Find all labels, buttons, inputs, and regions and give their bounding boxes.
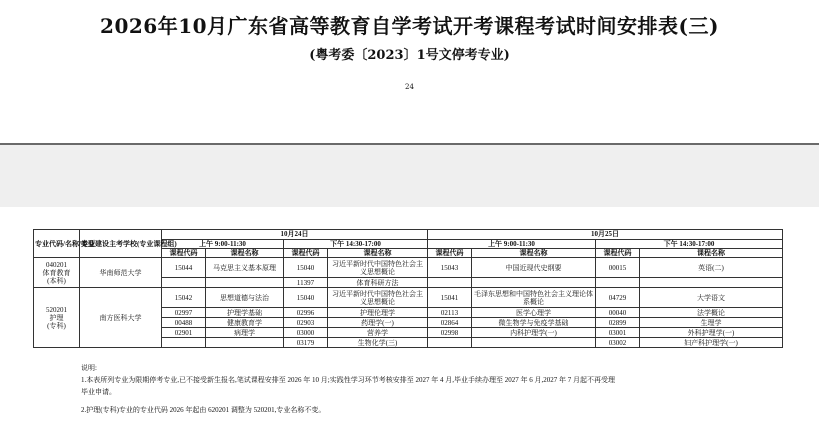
course-name: 毛泽东思想和中国特色社会主义理论体系概论 [472, 288, 596, 308]
course-name: 马克思主义基本原理 [206, 258, 284, 278]
course-name: 习近平新时代中国特色社会主义思想概论 [328, 288, 428, 308]
course-code: 02901 [162, 328, 206, 338]
course-code: 04729 [596, 288, 640, 308]
course-code: 02864 [428, 318, 472, 328]
header-day2-am: 上午 9:00-11:30 [428, 240, 596, 249]
course-code: 03001 [596, 328, 640, 338]
course-name [206, 338, 284, 348]
course-code: 15041 [428, 288, 472, 308]
header-course-code: 课程代码 [596, 249, 640, 258]
course-code: 03000 [284, 328, 328, 338]
header-day1-am: 上午 9:00-11:30 [162, 240, 284, 249]
major-type: (专科) [47, 321, 66, 330]
school-name: 南方医科大学 [80, 288, 162, 348]
course-name: 营养学 [328, 328, 428, 338]
course-code [428, 278, 472, 288]
course-name: 生理学 [640, 318, 783, 328]
course-name: 习近平新时代中国特色社会主义思想概论 [328, 258, 428, 278]
course-name: 中国近现代史纲要 [472, 258, 596, 278]
header-course-code: 课程代码 [162, 249, 206, 258]
course-name: 思想道德与法治 [206, 288, 284, 308]
course-code: 00488 [162, 318, 206, 328]
course-name: 大学语文 [640, 288, 783, 308]
header-day2: 10月25日 [428, 230, 783, 240]
course-code: 03002 [596, 338, 640, 348]
course-name: 健康教育学 [206, 318, 284, 328]
major-cell [34, 258, 80, 288]
course-name: 外科护理学(一) [640, 328, 783, 338]
notes-heading: 说明: [81, 364, 97, 372]
course-code: 11397 [284, 278, 328, 288]
course-code: 02903 [284, 318, 328, 328]
course-code: 02997 [162, 308, 206, 318]
school-name: 华南师范大学 [80, 258, 162, 288]
course-name: 微生物学与免疫学基础 [472, 318, 596, 328]
major-type: (本科) [47, 276, 66, 285]
course-name: 体育科研方法 [328, 278, 428, 288]
course-name: 生物化学(三) [328, 338, 428, 348]
header-course-name: 课程名称 [328, 249, 428, 258]
course-name: 病理学 [206, 328, 284, 338]
course-name: 护理学基础 [206, 308, 284, 318]
course-code: 15042 [162, 288, 206, 308]
course-name: 英语(二) [640, 258, 783, 278]
course-code: 15040 [284, 258, 328, 278]
course-code [162, 338, 206, 348]
course-code: 15044 [162, 258, 206, 278]
course-code: 02113 [428, 308, 472, 318]
major-name: 护理 [49, 313, 64, 322]
course-name: 药理学(一) [328, 318, 428, 328]
header-course-name: 课程名称 [472, 249, 596, 258]
header-course-code: 课程代码 [428, 249, 472, 258]
major-cell [34, 288, 80, 348]
course-name: 护理伦理学 [328, 308, 428, 318]
course-name [472, 338, 596, 348]
course-code: 02998 [428, 328, 472, 338]
course-code: 00040 [596, 308, 640, 318]
course-code: 15043 [428, 258, 472, 278]
major-code: 040201 [46, 260, 67, 269]
course-code: 02899 [596, 318, 640, 328]
document-subtitle: (粤考委〔2023〕1号文停考专业) [309, 48, 510, 63]
exam-schedule-table [33, 229, 783, 348]
table-row [34, 258, 783, 278]
note-2: 2.护理(专科)专业的专业代码 2026 年起由 620201 调整为 520201,专业名称不变。 [81, 406, 326, 414]
header-day1-pm: 下午 14:30-17:00 [284, 240, 428, 249]
page-break-gap [0, 143, 819, 209]
table-row [34, 288, 783, 308]
header-school: 专业建设主考学校(专业课程组) [80, 230, 162, 258]
course-code: 15040 [284, 288, 328, 308]
course-code [428, 338, 472, 348]
course-name [472, 278, 596, 288]
course-code: 03179 [284, 338, 328, 348]
note-1-continued: 毕业申请。 [81, 388, 116, 396]
course-name: 医学心理学 [472, 308, 596, 318]
header-course-name: 课程名称 [640, 249, 783, 258]
course-code [162, 278, 206, 288]
course-code: 02996 [284, 308, 328, 318]
major-code: 520201 [46, 305, 67, 314]
course-code: 00015 [596, 258, 640, 278]
course-name: 妇产科护理学(一) [640, 338, 783, 348]
header-day2-pm: 下午 14:30-17:00 [596, 240, 783, 249]
course-name: 内科护理学(一) [472, 328, 596, 338]
course-name [640, 278, 783, 288]
course-name: 法学概论 [640, 308, 783, 318]
header-course-code: 课程代码 [284, 249, 328, 258]
course-name [206, 278, 284, 288]
course-code [596, 278, 640, 288]
major-name: 体育教育 [42, 268, 71, 277]
header-course-name: 课程名称 [206, 249, 284, 258]
document-title: 2026年10月广东省高等教育自学考试开考课程考试时间安排表(三) [100, 14, 719, 38]
notes-section [81, 362, 771, 416]
note-1: 1.本表所列专业为限期停考专业,已不接受新生报名,笔试课程安排至 2026 年 10 月;实践性学习环节考核安排至 2027 年 4 月,毕业手续办理至 2027 年 6 月,2027 年 7 月起不再受理 [81, 376, 615, 384]
page-number: 24 [405, 83, 414, 91]
header-major-code: 专业代码/名称/类型 [34, 230, 80, 258]
header-day1: 10月24日 [162, 230, 428, 240]
